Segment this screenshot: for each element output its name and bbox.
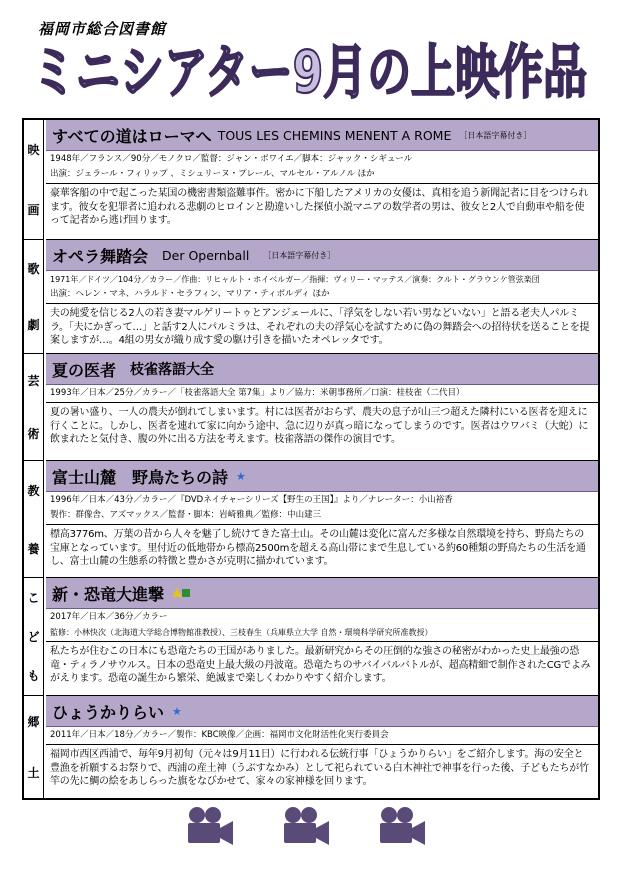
film-title: すべての道はローマへ xyxy=(52,126,212,146)
film-credits xyxy=(46,609,598,642)
category-opera: 歌 劇 xyxy=(24,240,44,354)
library-name: 福岡市総合図書館 xyxy=(38,20,167,38)
film-entry xyxy=(46,461,598,578)
film-credits xyxy=(46,151,598,184)
film-description: 夫の純愛を信じる2人の若き妻マルゲリートゥとアンジェールに、「浮気をしない若い男などいない」と語る老夫人パルミラ。「夫にかぎって…」と話す2人にパルミラは、それぞれの夫の浮気心を試すために偽の舞踏会への招待状を送ることを提案しますが…。4組の男女が織り成す愛の駆け引きを描いたオペレッタです。 xyxy=(50,308,590,346)
credit-line: 1948年／フランス／90分／モノクロ／監督：ジャン・ボワイエ／脚本：ジャック・シギュール xyxy=(50,154,413,164)
film-entry xyxy=(46,120,598,240)
film-entry xyxy=(46,578,598,696)
credit-line: 1993年／日本／25分／カラー／「枝雀落語大全 第7集」より／協力：米朝事務所／口演：桂枝雀（二代目） xyxy=(50,388,465,398)
film-title: ひょうかりらい xyxy=(52,702,165,722)
credit-line: 1971年／ドイツ／104分／カラー／作曲：リヒャルト・ホイベルガー／指揮：ヴィリー・マッテス／演奏：クルト・グラウンケ管弦楽団 xyxy=(50,275,540,284)
film-subtitle: 枝雀落語大全 xyxy=(130,362,215,378)
film-title: オペラ舞踏会 xyxy=(52,246,149,266)
film-description: 豪華客船の中で起こった某国の機密書類盗難事件。密かに下船したアメリカの女優は、真相を追う新聞記者に目をつけられます。彼女を犯罪者に追われる悲劇のヒロインと勘違いした探偵小説マニアの数学者の男は、彼女と2人で自動車や船を使って記者から逃げ回ります。 xyxy=(50,188,589,226)
triangle-square-icon xyxy=(172,588,192,598)
credit-line: 出演：ヘレン・マネ、ハラルド・セラフィン、マリア・ティボルディ ほか xyxy=(50,289,330,299)
film-entry xyxy=(46,240,598,354)
film-title-bar xyxy=(46,461,598,492)
film-entry xyxy=(46,696,598,798)
svg-text:ミニシアター9月の上映作品: ミニシアター9月の上映作品 xyxy=(32,38,587,104)
film-title-bar xyxy=(46,240,598,271)
film-title: 新・恐竜大進撃 xyxy=(52,584,165,604)
credit-line: 出演：ジェラール・フィリップ 、ミシュリーヌ・プレール、マルセル・アルノル ほか xyxy=(50,169,375,179)
film-title-en: Der Opernball xyxy=(162,247,250,263)
film-credits xyxy=(46,271,598,304)
film-title-bar xyxy=(46,696,598,727)
film-description: 標高3776m、万葉の昔から人々を魅了し続けてきた富士山。その山麓は変化に富んだ多様な自然環境を持ち、野鳥たちの宝庫となっています。里付近の低地帯から標高2500mを超える高山帯にまで生息している約60種類の野鳥たちの生活を通し、富士山麓の生態系の特徴と豊かさが克明に描かれています。 xyxy=(50,529,586,567)
category-education: 教 養 xyxy=(24,461,44,578)
subtitle-note: ［日本語字幕付き］ xyxy=(263,250,336,260)
film-entry xyxy=(46,354,598,461)
credit-line: 2017年／日本／36分／カラー xyxy=(50,612,168,622)
credit-line: 製作：群像舎、アズマックス／監督・脚本：岩崎雅典／監修：中山建三 xyxy=(50,510,322,520)
film-title-en: TOUS LES CHEMINS MENENT A ROME xyxy=(217,127,452,143)
program-table xyxy=(22,118,600,800)
film-title-bar xyxy=(46,120,598,151)
star-icon: ★ xyxy=(172,704,182,718)
film-title-bar xyxy=(46,578,598,609)
film-title: 富士山麓 野鳥たちの詩 xyxy=(52,467,229,487)
credit-line: 1996年／日本／43分／カラー／『DVDネイチャーシリーズ【野生の王国】』より／ナレーター：小山裕香 xyxy=(50,495,453,505)
movie-camera-icon xyxy=(378,806,426,846)
credit-line: 監修：小林快次（北海道大学総合博物館准教授）、三枝春生（兵庫県立大学 自然・環境科学研究所准教授） xyxy=(50,628,433,637)
film-description: 夏の暑い盛り、一人の農夫が倒れてしまいます。村には医者がおらず、農夫の息子が山三つ超えた隣村にいる医者を迎えに行くことに。しかし、医者を連れて家に向かう途中、急に辺りが真っ暗になってしまうのです。医者はウワバミ（大蛇）に飲まれたと気付き、腹の外に出る方法を考えます。枝雀落語の傑作の演目です。 xyxy=(50,407,589,445)
star-icon: ★ xyxy=(236,469,246,483)
credit-line: 2011年／日本／18分／カラー／製作：KBC映像／企画：福岡市文化財活性化実行委員会 xyxy=(50,730,389,740)
film-title: 夏の医者 xyxy=(52,360,117,380)
film-credits xyxy=(46,385,598,403)
film-description: 福岡市西区西浦で、毎年9月初旬（元々は9月11日）に行われる伝統行事「ひょうかりらい」をご紹介します。海の安全と豊漁を祈願するお祭りで、西浦の産土神（うぶすなかみ）として祀られている白木神社で神事を行った後、子どもたちが竹竿の先に鯛の絵をあしらった旗をなびかせて、家々の家神様を回ります。 xyxy=(50,749,589,787)
category-kids: こ ど も xyxy=(24,578,44,696)
film-title-bar xyxy=(46,354,598,385)
movie-camera-icon xyxy=(186,806,234,846)
film-credits xyxy=(46,727,598,745)
category-film: 映 画 xyxy=(24,120,44,240)
film-credits xyxy=(46,492,598,525)
footer-icons xyxy=(0,806,625,856)
subtitle-note: ［日本語字幕付き］ xyxy=(459,130,532,140)
movie-camera-icon xyxy=(282,806,330,846)
category-art: 芸 術 xyxy=(24,354,44,461)
film-description: 私たちが住むこの日本にも恐竜たちの王国がありました。最新研究からその圧倒的な強さの秘密がわかった史上最強の恐竜・ティラノサウルス。日本の恐竜史上最大級の丹波竜。恐竜たちのサバイバルバトルが、超高精細で制作されたCGでよみがえります。恐竜の誕生から繁栄、絶滅まで楽しくわかりやすく紹介します。 xyxy=(50,646,591,684)
page-title xyxy=(32,34,592,104)
category-local: 郷 土 xyxy=(24,696,44,798)
